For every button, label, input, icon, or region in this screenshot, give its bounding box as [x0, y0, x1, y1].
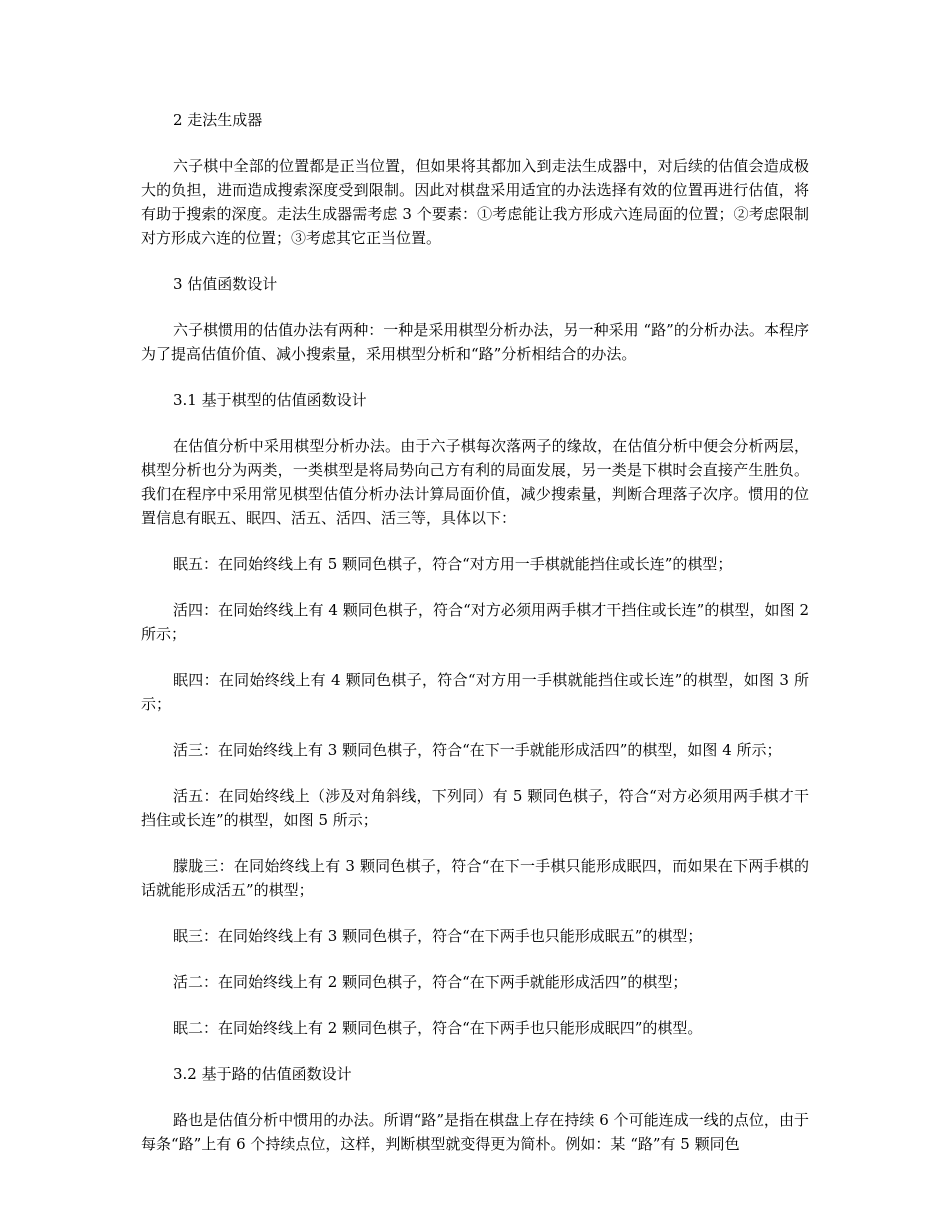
paragraph: 路也是估值分析中惯用的办法。所谓“路”是指在棋盘上存在持续 6 个可能连成一线的点位，由于每条“路”上有 6 个持续点位，这样，判断棋型就变得更为简朴。例如：某 “路”有 5 颗同色	[141, 1111, 809, 1153]
section-heading: 2 走法生成器	[173, 111, 263, 129]
paragraph: 在估值分析中采用棋型分析办法。由于六子棋每次落两子的缘故，在估值分析中便会分析两层，棋型分析也分为两类，一类棋型是将局势向己方有利的局面发展，另一类是下棋时会直接产生胜负。我们在程序中采用常见棋型估值分析办法计算局面价值，减少搜索量，判断合理落子次序。惯用的位置信息有眠五、眠四、活五、活四、活三等，具体以下：	[141, 437, 809, 527]
subsection-heading: 3.1 基于棋型的估值函数设计	[173, 391, 367, 409]
paragraph: 朦胧三：在同始终线上有 3 颗同色棋子，符合“在下一手棋只能形成眠四，而如果在下两手棋的话就能形成活五”的棋型；	[141, 857, 809, 899]
paragraph: 眠三：在同始终线上有 3 颗同色棋子，符合“在下两手也只能形成眠五”的棋型；	[173, 927, 703, 945]
paragraph: 六子棋中全部的位置都是正当位置，但如果将其都加入到走法生成器中，对后续的估值会造成极大的负担，进而造成搜索深度受到限制。因此对棋盘采用适宜的办法选择有效的位置再进行估值，将有助于搜索的深度。走法生成器需考虑 3 个要素：①考虑能让我方形成六连局面的位置；②考虑限制对方形成六连的位置；③考虑其它正当位置。	[141, 157, 809, 247]
paragraph: 活三：在同始终线上有 3 颗同色棋子，符合“在下一手就能形成活四”的棋型，如图 4 所示；	[173, 741, 782, 759]
paragraph: 眠二：在同始终线上有 2 颗同色棋子，符合“在下两手也只能形成眠四”的棋型。	[173, 1019, 703, 1037]
document-body	[141, 108, 814, 1178]
paragraph: 活二：在同始终线上有 2 颗同色棋子，符合“在下两手就能形成活四”的棋型；	[173, 973, 688, 991]
subsection-heading: 3.2 基于路的估值函数设计	[173, 1065, 352, 1083]
paragraph: 六子棋惯用的估值办法有两种：一种是采用棋型分析办法，另一种采用 “路”的分析办法。本程序为了提高估值价值、减小搜索量，采用棋型分析和“路”分析相结合的办法。	[141, 321, 809, 363]
paragraph: 活五：在同始终线上（涉及对角斜线，下列同）有 5 颗同色棋子，符合“对方必须用两手棋才干挡住或长连”的棋型，如图 5 所示；	[141, 787, 809, 829]
paragraph: 活四：在同始终线上有 4 颗同色棋子，符合“对方必须用两手棋才干挡住或长连”的棋型，如图 2 所示；	[141, 601, 814, 643]
section-heading: 3 估值函数设计	[173, 275, 278, 293]
paragraph: 眠五：在同始终线上有 5 颗同色棋子，符合“对方用一手棋就能挡住或长连”的棋型；	[173, 555, 733, 573]
paragraph: 眠四：在同始终线上有 4 颗同色棋子，符合“对方用一手棋就能挡住或长连”的棋型，如图 3 所示；	[141, 671, 809, 713]
